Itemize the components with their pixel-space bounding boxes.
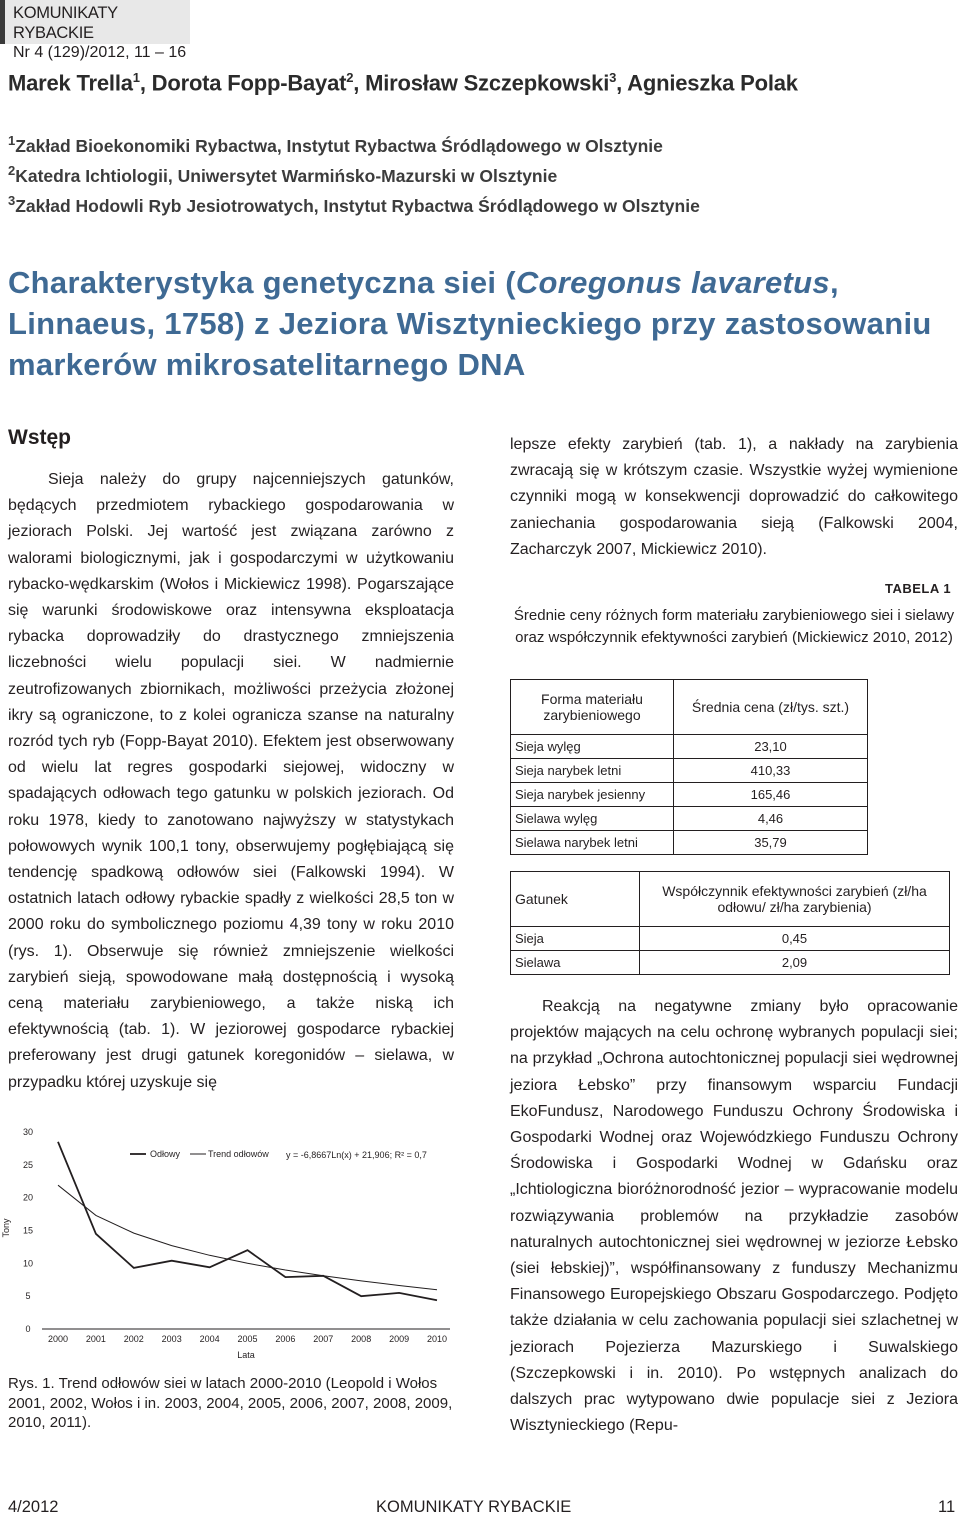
x-tick-label: 2002 <box>123 1334 144 1344</box>
table-row <box>511 807 868 831</box>
table-header: Forma materiału zarybieniowego <box>511 680 674 735</box>
table-row <box>511 735 868 759</box>
journal-issue: Nr 4 (129)/2012, 11 – 16 <box>13 44 187 61</box>
table-cell: 165,46 <box>674 783 868 807</box>
table-caption: Średnie ceny różnych form materiału zarybieniowego siei i sielawy oraz współczynnik efektywności zarybień (Mickiewicz 2010, 2012) <box>513 607 955 646</box>
body-paragraph: lepsze efekty zarybień (tab. 1), a nakłady na zarybienia zwracają się w krótszym czasie. Wszystkie wyżej wymienione czynniki mogą w konsekwencji doprowadzić do całkowitego zaniechania gospodarowania sieją (Falkowski 2004, Zacharczyk 2007, Mickiewicz 2010). <box>510 436 958 558</box>
figure-caption: Rys. 1. Trend odłowów siei w latach 2000-2010 (Leopold i Wołos 2001, 2002, Wołos i in. 2003, 2004, 2005, 2006, 2007, 2008, 2009, 2010, 2011). <box>8 1375 453 1431</box>
x-tick-label: 2007 <box>313 1334 334 1344</box>
table-cell: 4,46 <box>674 807 868 831</box>
author-sup: 2 <box>346 70 354 85</box>
table-row <box>511 831 868 855</box>
article-title <box>8 262 948 385</box>
table-row <box>511 783 868 807</box>
affiliation <box>8 133 663 157</box>
affiliation-text: Zakład Hodowli Ryb Jesiotrowatych, Instytut Rybactwa Śródlądowego w Olsztynie <box>15 195 700 216</box>
title-species: Coregonus lavaretus <box>515 265 830 300</box>
author-name: Dorota Fopp-Bayat <box>151 70 347 96</box>
x-tick-label: 2006 <box>275 1334 296 1344</box>
author-name: Mirosław Szczepkowski <box>365 70 610 96</box>
author-name: Marek Trella <box>8 70 133 96</box>
footer-journal: KOMUNIKATY RYBACKIE <box>376 1498 572 1516</box>
table-cell: Sielawa wylęg <box>511 807 674 831</box>
series-line-odlowy <box>58 1142 437 1300</box>
footer-page-number: 11 <box>938 1498 956 1516</box>
price-table <box>510 679 868 855</box>
efficiency-table <box>510 871 950 975</box>
table-label: TABELA 1 <box>885 581 952 596</box>
x-tick-label: 2004 <box>199 1334 220 1344</box>
affiliation-text: Zakład Bioekonomiki Rybactwa, Instytut Rybactwa Śródlądowego w Olsztynie <box>15 135 663 156</box>
table-cell: Sielawa narybek letni <box>511 831 674 855</box>
catch-trend-chart <box>0 1118 460 1368</box>
y-tick-label: 30 <box>22 1127 34 1137</box>
affiliation-sup: 1 <box>8 133 16 148</box>
x-tick-label: 2000 <box>47 1334 69 1344</box>
title-part: Charakterystyka genetyczna siei ( <box>8 265 516 300</box>
x-tick-label: 2010 <box>426 1334 448 1344</box>
x-tick-label: 2001 <box>85 1334 106 1344</box>
table-row <box>511 951 950 975</box>
y-tick-label: 15 <box>22 1225 34 1236</box>
table-cell: Sieja wylęg <box>511 735 674 759</box>
legend-label-trend: Trend odłowów <box>208 1149 269 1159</box>
affiliation-sup: 2 <box>8 163 16 178</box>
y-tick-label: 25 <box>22 1159 34 1170</box>
table-cell: 35,79 <box>674 831 868 855</box>
x-tick-label: 2009 <box>389 1334 410 1344</box>
body-paragraph: Sieja należy do grupy najcenniejszych gatunków, będących przedmiotem rybackiego gospodarowania w jeziorach Polski. Jej wartość jest związana zarówno z walorami biologicznymi, jak i gospodarczymi w użytkowaniu rybacko-wędkarskim (Wołos i Mickiewicz 1998). Pogarszające się warunki środowiskowe oraz intensywna eksploatacja rybacka doprowadziły do drastycznego zmniejszenia liczebności wielu populacji siei. W nadmiernie zeutrofizowanych zbiornikach, możliwości przeżycia złożonej ikry są ograniczone, to z kolei ogranicza szanse na naturalny rozród tych ryb (Fopp-Bayat 2010). Efektem jest obserwowany od wielu lat regres gospodarki siejowej, widoczny w spadających odłowach tego gatunku w polskich jeziorach. Od roku 1978, kiedy to zanotowano najwyższy w statystykach połowowych wynik 100,1 tony, obserwujemy pogłębiającą się tendencję spadkową odłowów siei (Falkowski 1994). W ostatnich latach odłowy rybackie spadły z wielkości 28,5 ton w 2000 roku do symbolicznego poziomu 4,39 tony w roku 2010 (rys. 1). Obserwuje się również zmniejszenie wielkości zarybień sieją, spowodowane małą dostępnością i wysoką ceną materiału zarybieniowego, a także niską ich efektywnością (tab. 1). W jeziorowej gospodarce rybackiej preferowany jest drugi gatunek koregonidów – sielawa, w przypadku której uzyskuje się <box>8 471 454 1091</box>
y-axis-label: Tony <box>1 1218 11 1238</box>
x-tick-label: 2008 <box>351 1334 372 1344</box>
legend-label-odlowy: Odłowy <box>150 1149 181 1159</box>
title-part: , Linnaeus, 1758) z Jeziora Wisztynieckiego przy zastosowaniu markerów mikrosatelitarnego DNA <box>8 265 932 382</box>
journal-name: KOMUNIKATY RYBACKIE <box>13 4 118 42</box>
table-cell: 23,10 <box>674 735 868 759</box>
section-heading: Wstęp <box>8 426 71 449</box>
y-tick-label: 20 <box>22 1192 34 1203</box>
affiliation-text: Katedra Ichtiologii, Uniwersytet Warmińsko-Mazurski w Olsztynie <box>15 165 558 186</box>
x-tick-label: 2003 <box>161 1334 182 1344</box>
left-column <box>8 467 454 1096</box>
table-header: Gatunek <box>511 872 640 927</box>
body-paragraph: Reakcją na negatywne zmiany było opracowanie projektów mających na celu ochronę wybranych populacji siei; na przykład „Ochrona autochtonicznej populacji siei wędrownej jeziora Łebsko” przy finansowym wsparciu Fundacji EkoFundusz, Narodowego Funduszu Ochrony Środowiska i Gospodarki Wodnej oraz Wojewódzkiego Funduszu Ochrony Środowiska i Gospodarki Wodnej w Gdańsku oraz „Ichtiologiczna bioróżnorodność jezior – wypracowanie modelu rozwiązywania problemów na przykładzie zasobów naturalnych autochtonicznej siei wędrownej w jeziorze Łebsko (siei łebskiej)”, współfinansowany z funduszy Mechanizmu Finansowego Europejskiego Obszaru Gospodarczego. Podjęto także działania w celu zachowania populacji siei szlachetnej w jeziorach Pojezierza Mazurskiego i Suwalskiego (Szczepkowski i in. 2010). Po wstępnych analizach do dalszych prac wytypowano dwie populacje siei z Jeziora Wisztynieckiego (Repu- <box>510 998 958 1435</box>
table-cell: 0,45 <box>640 927 950 951</box>
affiliation <box>8 163 557 187</box>
journal-header <box>0 0 190 61</box>
y-tick-label: 10 <box>22 1258 34 1269</box>
table-cell: 2,09 <box>640 951 950 975</box>
author-sup: 3 <box>609 70 617 85</box>
y-tick-label: 5 <box>25 1291 31 1302</box>
author-name: Agnieszka Polak <box>627 70 798 96</box>
trend-equation: y = -6,8667Ln(x) + 21,906; R² = 0,7 <box>286 1150 427 1160</box>
table-cell: Sieja narybek jesienny <box>511 783 674 807</box>
affiliation-sup: 3 <box>8 193 16 208</box>
authors-line: Marek Trella$^1$, Dorota Fopp-Bayat$^2$, Mirosław Szczepkowski$^3$, Agnieszka Polak <box>8 70 798 96</box>
table-header: Średnia cena (zł/tys. szt.) <box>674 680 868 735</box>
table-cell: 410,33 <box>674 759 868 783</box>
series-line-trend <box>58 1185 437 1290</box>
author-sup: 1 <box>132 70 140 85</box>
right-column-top <box>510 432 958 563</box>
x-tick-label: 2005 <box>237 1334 258 1344</box>
table-row <box>511 759 868 783</box>
table-cell: Sieja narybek letni <box>511 759 674 783</box>
footer-issue: 4/2012 <box>8 1498 59 1516</box>
table-cell: Sieja <box>511 927 640 951</box>
affiliation <box>8 193 700 217</box>
table-header: Współczynnik efektywności zarybień (zł/ha odłowu/ zł/ha zarybienia) <box>640 872 950 927</box>
right-column-bottom <box>510 994 958 1439</box>
table-cell: Sielawa <box>511 951 640 975</box>
y-tick-label: 0 <box>25 1324 31 1334</box>
x-axis-label: Lata <box>237 1350 255 1360</box>
table-row <box>511 927 950 951</box>
